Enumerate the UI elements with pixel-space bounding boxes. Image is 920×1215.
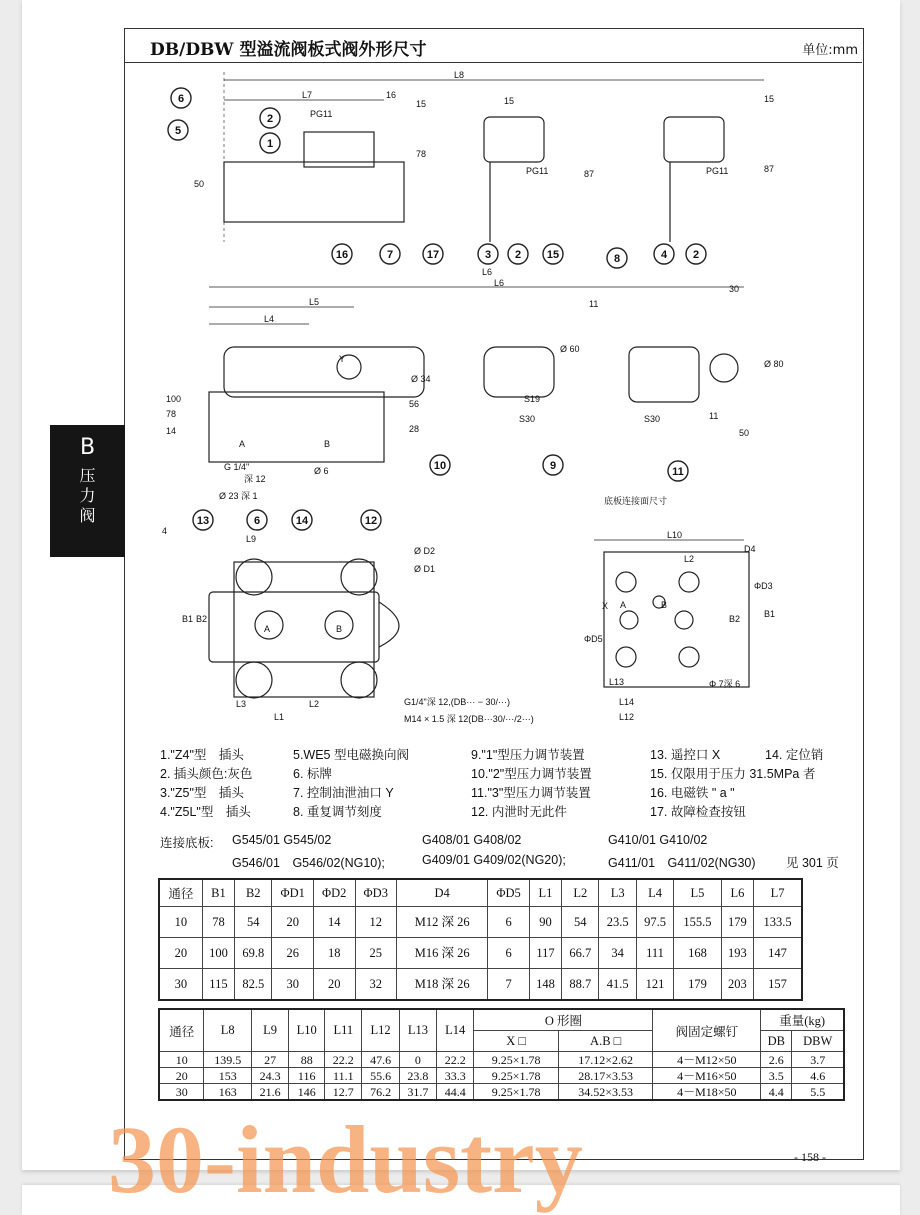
callout-number: 1 — [266, 138, 274, 150]
table-cell: 179 — [721, 907, 753, 938]
table-cell: 147 — [754, 938, 802, 969]
table-cell: 88.7 — [562, 969, 599, 1001]
table-cell: 25 — [355, 938, 397, 969]
callout-number: 16 — [335, 249, 349, 261]
table-cell: 82.5 — [235, 969, 272, 1001]
dimension-label: 28 — [409, 424, 420, 434]
table-cell: 139.5 — [204, 1052, 252, 1068]
table-cell: 20 — [272, 907, 314, 938]
table-cell: 4－M18×50 — [653, 1084, 761, 1101]
legend-item: 13. 遥控口 X — [650, 748, 721, 762]
plates-label: 连接底板: — [160, 836, 214, 850]
legend-item: 4."Z5L"型 插头 — [160, 805, 251, 819]
table-cell: 111 — [636, 938, 673, 969]
base-plates-note — [160, 833, 860, 873]
dimension-label: A — [239, 439, 246, 449]
table-cell: 33.3 — [437, 1068, 474, 1084]
legend-item: 2. 插头颜色:灰色 — [160, 767, 253, 781]
dimension-label: L13 — [609, 677, 625, 687]
dimension-label: 15 — [764, 94, 775, 104]
table-cell: 20 — [313, 969, 355, 1001]
legend-item: 16. 电磁铁 " a " — [650, 786, 735, 800]
dimension-label: B1 — [182, 614, 194, 624]
column-header: B1 — [202, 879, 234, 907]
column-header: ΦD5 — [488, 879, 530, 907]
table-cell: 146 — [289, 1084, 325, 1101]
dimension-label: 50 — [739, 428, 750, 438]
dimension-label: B — [661, 600, 668, 610]
dimension-label: M14 × 1.5 深 12(DB···30/···/2···) — [404, 714, 534, 724]
table-cell: 31.7 — [399, 1084, 436, 1101]
callout-number: 10 — [433, 460, 447, 472]
dimension-label: L1 — [274, 712, 285, 722]
plates-ng30-a: G410/01 G410/02 — [608, 833, 708, 847]
legend-item: 1."Z4"型 插头 — [160, 748, 244, 762]
table-cell: 14 — [313, 907, 355, 938]
column-header: L1 — [529, 879, 561, 907]
column-header: 通径 — [159, 1009, 204, 1052]
table-cell: 121 — [636, 969, 673, 1001]
column-header: L9 — [251, 1009, 288, 1052]
table-cell: 78 — [202, 907, 234, 938]
table-cell: 153 — [204, 1068, 252, 1084]
dimension-label: B1 — [764, 609, 776, 619]
legend-item: 12. 内泄时无此件 — [471, 805, 567, 819]
column-header: L4 — [636, 879, 673, 907]
callout-number: 6 — [253, 515, 261, 527]
dimension-label: 15 — [416, 99, 427, 109]
dimension-label: PG11 — [526, 166, 549, 176]
table-row — [159, 969, 802, 1001]
weight-db-header: DB — [761, 1031, 792, 1052]
table-cell: 20 — [159, 938, 202, 969]
table-cell: 9.25×1.78 — [474, 1084, 558, 1101]
plates-ng10-a: G545/01 G545/02 — [232, 833, 332, 847]
legend-item: 9."1"型压力调节装置 — [471, 748, 585, 762]
weight-header: 重量(kg) — [761, 1009, 844, 1031]
legend-item: 15. 仅限用于压力 31.5MPa 者 — [650, 767, 816, 781]
table-cell: 3.5 — [761, 1068, 792, 1084]
unit-label: 单位:mm — [802, 43, 858, 58]
table-cell: 32 — [355, 969, 397, 1001]
table-cell: 163 — [204, 1084, 252, 1101]
dimension-label: S30 — [519, 414, 536, 424]
dimension-label: D4 — [744, 544, 756, 554]
table-row — [159, 1084, 844, 1101]
column-header: L13 — [399, 1009, 436, 1052]
dimension-label: 11 — [589, 299, 599, 309]
page-number: - 158 - — [794, 1150, 826, 1164]
table-cell: 10 — [159, 1052, 204, 1068]
table-cell: 179 — [674, 969, 722, 1001]
table-cell: 0 — [399, 1052, 436, 1068]
column-header: L3 — [599, 879, 636, 907]
dimension-label: S19 — [524, 394, 541, 404]
callout-number: 12 — [364, 515, 378, 527]
dimension-label: S30 — [644, 414, 661, 424]
callout-number: 13 — [196, 515, 210, 527]
dimension-label: 4 — [162, 526, 168, 536]
column-header: L6 — [721, 879, 753, 907]
table-cell: 12 — [355, 907, 397, 938]
table-cell: 69.8 — [235, 938, 272, 969]
dimension-label: 16 — [386, 90, 397, 100]
table-cell: 54 — [562, 907, 599, 938]
dimension-label: L6 — [482, 267, 493, 277]
table-cell: 55.6 — [362, 1068, 399, 1084]
dimension-label: PG11 — [706, 166, 729, 176]
dimension-label: Ø 80 — [764, 359, 784, 369]
table-cell: 27 — [251, 1052, 288, 1068]
table-cell: 157 — [754, 969, 802, 1001]
table-cell: 12.7 — [325, 1084, 362, 1101]
dimension-label: L12 — [619, 712, 635, 722]
legend-item: 17. 故障检查按钮 — [650, 805, 746, 819]
section-label: 压力阀 — [79, 466, 96, 525]
callout-number: 5 — [174, 125, 182, 137]
dimension-label: L9 — [246, 534, 257, 544]
dimension-label: Ø D1 — [414, 564, 436, 574]
dimension-label: L6 — [494, 278, 505, 288]
dimension-label: Ø D2 — [414, 546, 436, 556]
dimension-label: 78 — [416, 149, 427, 159]
callout-number: 4 — [660, 249, 668, 261]
column-header: D4 — [397, 879, 488, 907]
table-cell: 7 — [488, 969, 530, 1001]
table-cell: 5.5 — [792, 1084, 844, 1101]
plates-ng20-b: G409/01 G409/02(NG20); — [422, 853, 566, 867]
callout-number: 14 — [295, 515, 309, 527]
table-cell: 28.17×3.53 — [558, 1068, 653, 1084]
table-cell: 34.52×3.53 — [558, 1084, 653, 1101]
column-header: L11 — [325, 1009, 362, 1052]
table-cell: 4.4 — [761, 1084, 792, 1101]
dimension-label: Φ 7深 6 — [709, 679, 741, 689]
table-cell: 117 — [529, 938, 561, 969]
table-cell: 21.6 — [251, 1084, 288, 1101]
dimension-label: A — [620, 600, 627, 610]
watermark: 30-industry — [108, 1106, 583, 1213]
table-cell: 4－M12×50 — [653, 1052, 761, 1068]
table-cell: 168 — [674, 938, 722, 969]
dimension-label: L7 — [302, 90, 313, 100]
table-cell: 66.7 — [562, 938, 599, 969]
plates-see-page: 见 301 页 — [786, 856, 839, 870]
plates-ng20-a: G408/01 G408/02 — [422, 833, 522, 847]
column-header: L14 — [437, 1009, 474, 1052]
column-header: B2 — [235, 879, 272, 907]
callout-number: 2 — [514, 249, 522, 261]
table-cell: 23.5 — [599, 907, 636, 938]
table-cell: 54 — [235, 907, 272, 938]
dimension-label: 深 12 — [244, 474, 266, 484]
table-cell: 47.6 — [362, 1052, 399, 1068]
dimension-label: Ø 34 — [411, 374, 431, 384]
top-view-drawing — [209, 559, 399, 698]
legend-item: 14. 定位销 — [765, 748, 824, 762]
dimension-label: Ø 60 — [560, 344, 580, 354]
callout-number: 2 — [692, 249, 700, 261]
dimension-label: Ø 23 深 1 — [219, 491, 258, 501]
table-cell: 23.8 — [399, 1068, 436, 1084]
table-cell: 9.25×1.78 — [474, 1068, 558, 1084]
callout-number: 8 — [613, 253, 621, 265]
callout-number: 11 — [672, 466, 684, 478]
column-header: L12 — [362, 1009, 399, 1052]
table-cell: 2.6 — [761, 1052, 792, 1068]
column-header: 通径 — [159, 879, 202, 907]
dimension-label: 87 — [764, 164, 775, 174]
dimension-label: X — [602, 601, 609, 611]
dimension-label: 100 — [166, 394, 182, 404]
table-cell: 11.1 — [325, 1068, 362, 1084]
table-cell: 100 — [202, 938, 234, 969]
dimension-label: L8 — [454, 70, 465, 80]
table-cell: 30 — [159, 969, 202, 1001]
legend-item: 11."3"型压力调节装置 — [471, 786, 591, 800]
weight-dbw-header: DBW — [792, 1031, 844, 1052]
table-cell: 6 — [488, 938, 530, 969]
table-cell: M12 深 26 — [397, 907, 488, 938]
dimension-label: 87 — [584, 169, 595, 179]
screw-header: 阀固定螺钉 — [653, 1009, 761, 1052]
dimension-label: 15 — [504, 96, 515, 106]
section-tab — [50, 425, 125, 557]
table-cell: M18 深 26 — [397, 969, 488, 1001]
dimension-label: 78 — [166, 409, 177, 419]
dimension-label: L14 — [619, 697, 635, 707]
dimension-label: B — [336, 624, 343, 634]
dimension-label: G1/4"深 12,(DB··· − 30/···) — [404, 697, 510, 707]
table-cell: 24.3 — [251, 1068, 288, 1084]
plates-ng10-b: G546/01 G546/02(NG10); — [232, 856, 385, 870]
table-cell: M16 深 26 — [397, 938, 488, 969]
dimensions-table-2 — [158, 1008, 845, 1101]
valve-drawings — [124, 62, 862, 742]
callout-number: 9 — [549, 460, 557, 472]
table-cell: 10 — [159, 907, 202, 938]
dimension-label: L4 — [264, 314, 275, 324]
table-row — [159, 1068, 844, 1084]
table-cell: 17.12×2.62 — [558, 1052, 653, 1068]
dimension-label: L10 — [667, 530, 683, 540]
table-cell: 18 — [313, 938, 355, 969]
table-cell: 133.5 — [754, 907, 802, 938]
oring-header: O 形圈 — [474, 1009, 653, 1031]
legend-item: 5.WE5 型电磁换向阀 — [293, 748, 409, 762]
column-header: L10 — [289, 1009, 325, 1052]
table-cell: 3.7 — [792, 1052, 844, 1068]
table-cell: 155.5 — [674, 907, 722, 938]
table-cell: 193 — [721, 938, 753, 969]
dimension-label: B2 — [729, 614, 741, 624]
table-row — [159, 1052, 844, 1068]
table-cell: 90 — [529, 907, 561, 938]
dimension-label: L2 — [684, 554, 695, 564]
table-cell: 20 — [159, 1068, 204, 1084]
dimension-label: ΦD3 — [754, 581, 773, 591]
table-cell: 30 — [272, 969, 314, 1001]
legend-item: 3."Z5"型 插头 — [160, 786, 244, 800]
table-row — [159, 907, 802, 938]
table-cell: 30 — [159, 1084, 204, 1101]
column-header: L2 — [562, 879, 599, 907]
table-cell: 116 — [289, 1068, 325, 1084]
dimension-label: 底板连接面尺寸 — [604, 496, 668, 506]
callout-number: 3 — [484, 249, 492, 261]
legend-item: 10."2"型压力调节装置 — [471, 767, 592, 781]
column-header: ΦD3 — [355, 879, 397, 907]
legend-item: 6. 标牌 — [293, 767, 332, 781]
table-cell: 115 — [202, 969, 234, 1001]
oring-x-header: X □ — [474, 1031, 558, 1052]
column-header: L5 — [674, 879, 722, 907]
table-cell: 88 — [289, 1052, 325, 1068]
dimension-label: ΦD5 — [584, 634, 603, 644]
dimension-label: L3 — [236, 699, 247, 709]
dimension-label: L2 — [309, 699, 320, 709]
legend-item: 7. 控制油泄油口 Y — [293, 786, 394, 800]
oring-ab-header: A.B □ — [558, 1031, 653, 1052]
callout-number: 15 — [546, 249, 560, 261]
dimension-label: G 1/4" — [224, 462, 250, 472]
dimension-label: Y — [339, 354, 346, 364]
table-cell: 44.4 — [437, 1084, 474, 1101]
legend-item: 8. 重复调节刻度 — [293, 805, 382, 819]
table-cell: 9.25×1.78 — [474, 1052, 558, 1068]
dimension-label: PG11 — [310, 109, 333, 119]
dimension-label: 11 — [709, 411, 719, 421]
plates-ng30-b: G411/01 G411/02(NG30) — [608, 856, 756, 870]
dimension-label: L5 — [309, 297, 320, 307]
dimension-label: 14 — [166, 426, 177, 436]
dimensions-table-1 — [158, 878, 803, 1001]
callout-number: 17 — [426, 249, 440, 261]
callout-number: 2 — [266, 113, 274, 125]
base-plate-drawing — [594, 540, 749, 687]
column-header: ΦD1 — [272, 879, 314, 907]
table-cell: 97.5 — [636, 907, 673, 938]
table-cell: 203 — [721, 969, 753, 1001]
table-cell: 76.2 — [362, 1084, 399, 1101]
table-cell: 26 — [272, 938, 314, 969]
table-cell: 148 — [529, 969, 561, 1001]
table-cell: 41.5 — [599, 969, 636, 1001]
table-cell: 4.6 — [792, 1068, 844, 1084]
dimension-label: 30 — [729, 284, 740, 294]
dimension-label: B2 — [196, 614, 208, 624]
dimension-label: 50 — [194, 179, 205, 189]
page-title: DB/DBW 型溢流阀板式阀外形尺寸 — [150, 40, 427, 60]
callout-number: 6 — [177, 93, 185, 105]
table-cell: 22.2 — [437, 1052, 474, 1068]
table-cell: 6 — [488, 907, 530, 938]
table-cell: 4－M16×50 — [653, 1068, 761, 1084]
front-view-drawing — [209, 287, 744, 462]
table-cell: 22.2 — [325, 1052, 362, 1068]
dimension-label: Ø 6 — [314, 466, 329, 476]
column-header: ΦD2 — [313, 879, 355, 907]
table-row — [159, 938, 802, 969]
table-cell: 34 — [599, 938, 636, 969]
callout-number: 7 — [386, 249, 394, 261]
dimension-label: 56 — [409, 399, 420, 409]
dimension-label: B — [324, 439, 331, 449]
title-bar — [124, 28, 862, 63]
column-header: L7 — [754, 879, 802, 907]
dimension-label: A — [264, 624, 271, 634]
section-letter: B — [79, 435, 96, 460]
column-header: L8 — [204, 1009, 252, 1052]
